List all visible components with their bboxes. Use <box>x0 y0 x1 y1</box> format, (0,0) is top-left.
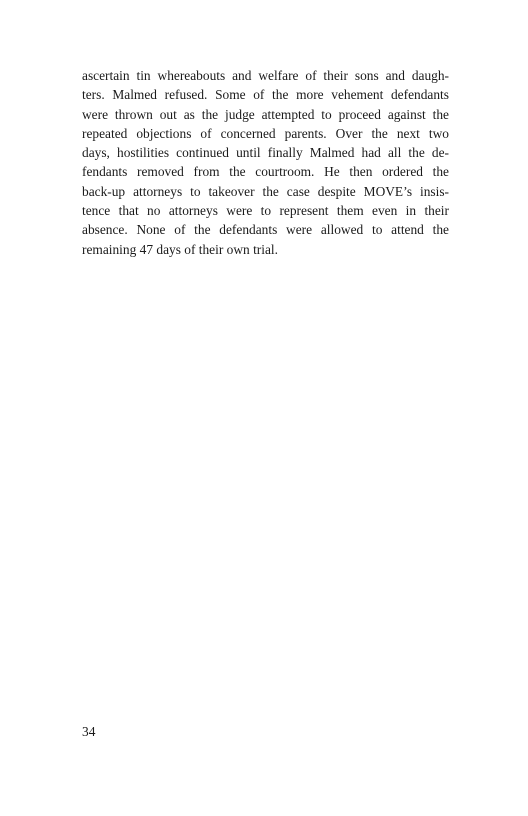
text-line: repeated objections of concerned parents. Over the next two <box>82 125 449 141</box>
text-line: back-up attorneys to takeover the case despite MOVE’s insis- <box>82 183 449 199</box>
text-line: ters. Malmed refused. Some of the more vehement defendants <box>82 87 449 103</box>
text-line: days, hostilities continued until finally Malmed had all the de- <box>82 145 449 161</box>
text-line: tence that no attorneys were to represent them even in their <box>82 203 449 219</box>
text-line: were thrown out as the judge attempted to proceed against the <box>82 106 449 122</box>
page-number: 34 <box>82 724 96 739</box>
text-line: ascertain tin whereabouts and welfare of their sons and daugh- <box>82 68 449 83</box>
body-paragraph <box>82 66 449 259</box>
text-line: remaining 47 days of their own trial. <box>82 241 278 257</box>
text-line: fendants removed from the courtroom. He then ordered the <box>82 164 449 180</box>
text-line: absence. None of the defendants were allowed to attend the <box>82 222 449 238</box>
